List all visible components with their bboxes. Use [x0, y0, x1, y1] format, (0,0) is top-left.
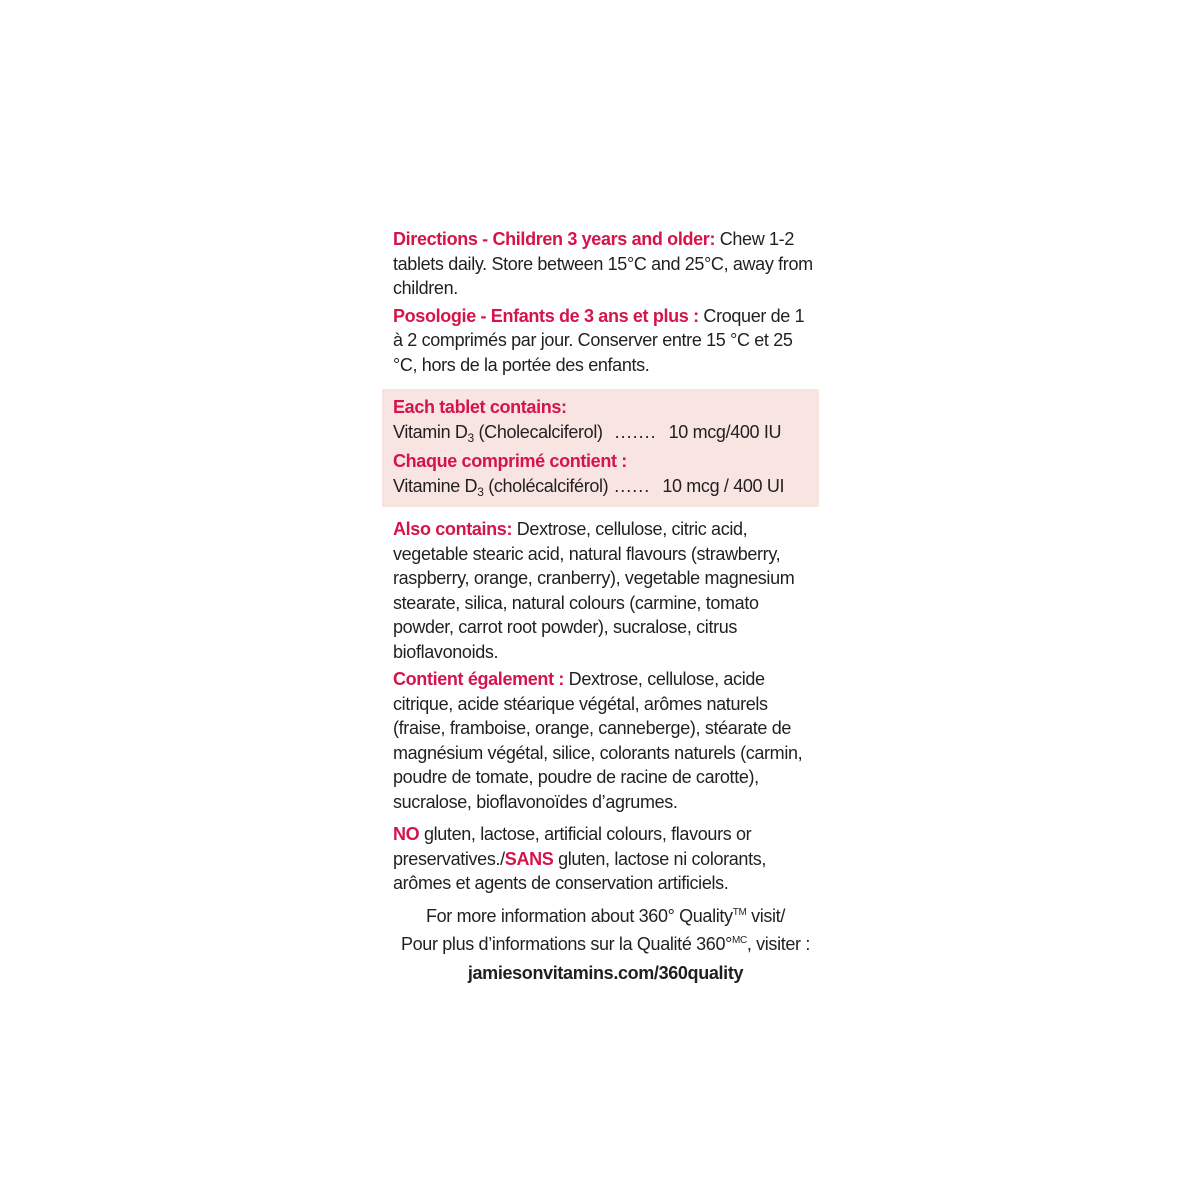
directions-french-text: Croquer de 1 à 2 comprimés par jour. Conserver entre 15 °C et 25 °C, hors de la portée des enfants.	[393, 305, 805, 375]
vitamin-name-fr: Vitamine D	[393, 475, 478, 496]
directions-english-text: Chew 1-2 tablets daily. Store between 15°C and 25°C, away from children.	[393, 229, 813, 298]
footer-line-french	[393, 932, 818, 961]
vitamin-subscript-fr: 3	[477, 484, 484, 499]
footer-french-text: Pour plus d’informations sur la Qualité 360°	[400, 934, 732, 954]
free-from-french-text: gluten, lactose ni colorants, arômes et agents de conservation artificiels.	[393, 848, 767, 893]
free-from-statement	[393, 822, 818, 896]
free-from-english-text: gluten, lactose, artificial colours, flavours or preservatives./	[393, 824, 752, 869]
quality-footer	[393, 904, 818, 986]
footer-english-text: For more information about 360° Quality	[425, 905, 733, 926]
footer-english-visit: visit/	[746, 905, 785, 926]
also-contains-english	[393, 517, 818, 664]
contents-english-heading: Each tablet contains:	[393, 397, 567, 417]
directions-english-heading: Directions - Children 3 years and older:	[393, 229, 716, 249]
vitamin-name-en: Vitamin D	[393, 421, 468, 442]
footer-french-visit: , visiter :	[746, 934, 810, 954]
also-contains-french-text: Dextrose, cellulose, acide citrique, acide stéarique végétal, arômes naturels (fraise, framboise, orange, canneberge), stéarate de magnésium végétal, silice, colorants naturels (carmin, poudre de tomate, poudre de racine de carotte), sucralose, bioflavonoïdes d’agrumes.	[393, 669, 803, 812]
footer-line-english	[393, 904, 818, 933]
marque-de-commerce-mark: MC	[731, 935, 747, 946]
leader-dots-en: .......	[602, 421, 669, 442]
ingredients-box	[382, 389, 819, 507]
contents-french-heading: Chaque comprimé contient :	[393, 451, 627, 471]
sans-label: SANS	[504, 848, 554, 869]
also-contains-english-heading: Also contains:	[393, 519, 513, 539]
vitamin-amount-fr: 10 mcg / 400 UI	[662, 475, 785, 496]
vitamin-form-fr: (cholécalciférol)	[483, 475, 609, 496]
also-contains-english-text: Dextrose, cellulose, citric acid, vegetable stearic acid, natural flavours (strawberry, raspberry, orange, cranberry), vegetable magnesium stearate, silica, natural colours (carmine, tomato powder, carrot root powder), sucralose, citrus bioflavonoids.	[393, 519, 795, 662]
no-label: NO	[393, 824, 420, 844]
contents-english-row	[393, 420, 819, 447]
vitamin-subscript-en: 3	[467, 430, 474, 445]
also-contains-french	[393, 667, 818, 814]
directions-english	[393, 227, 818, 301]
website-url: jamiesonvitamins.com/360quality	[467, 962, 744, 983]
contents-french-row	[393, 474, 819, 501]
also-contains-french-heading: Contient également :	[393, 669, 565, 689]
vitamin-amount-en: 10 mcg/400 IU	[668, 421, 782, 442]
trademark-mark: TM	[732, 906, 747, 918]
directions-french	[393, 304, 818, 378]
directions-french-heading: Posologie - Enfants de 3 ans et plus :	[393, 305, 699, 326]
product-label-panel	[393, 227, 818, 985]
leader-dots-fr: ......	[608, 475, 663, 496]
vitamin-form-en: (Cholecalciferol)	[473, 421, 603, 442]
